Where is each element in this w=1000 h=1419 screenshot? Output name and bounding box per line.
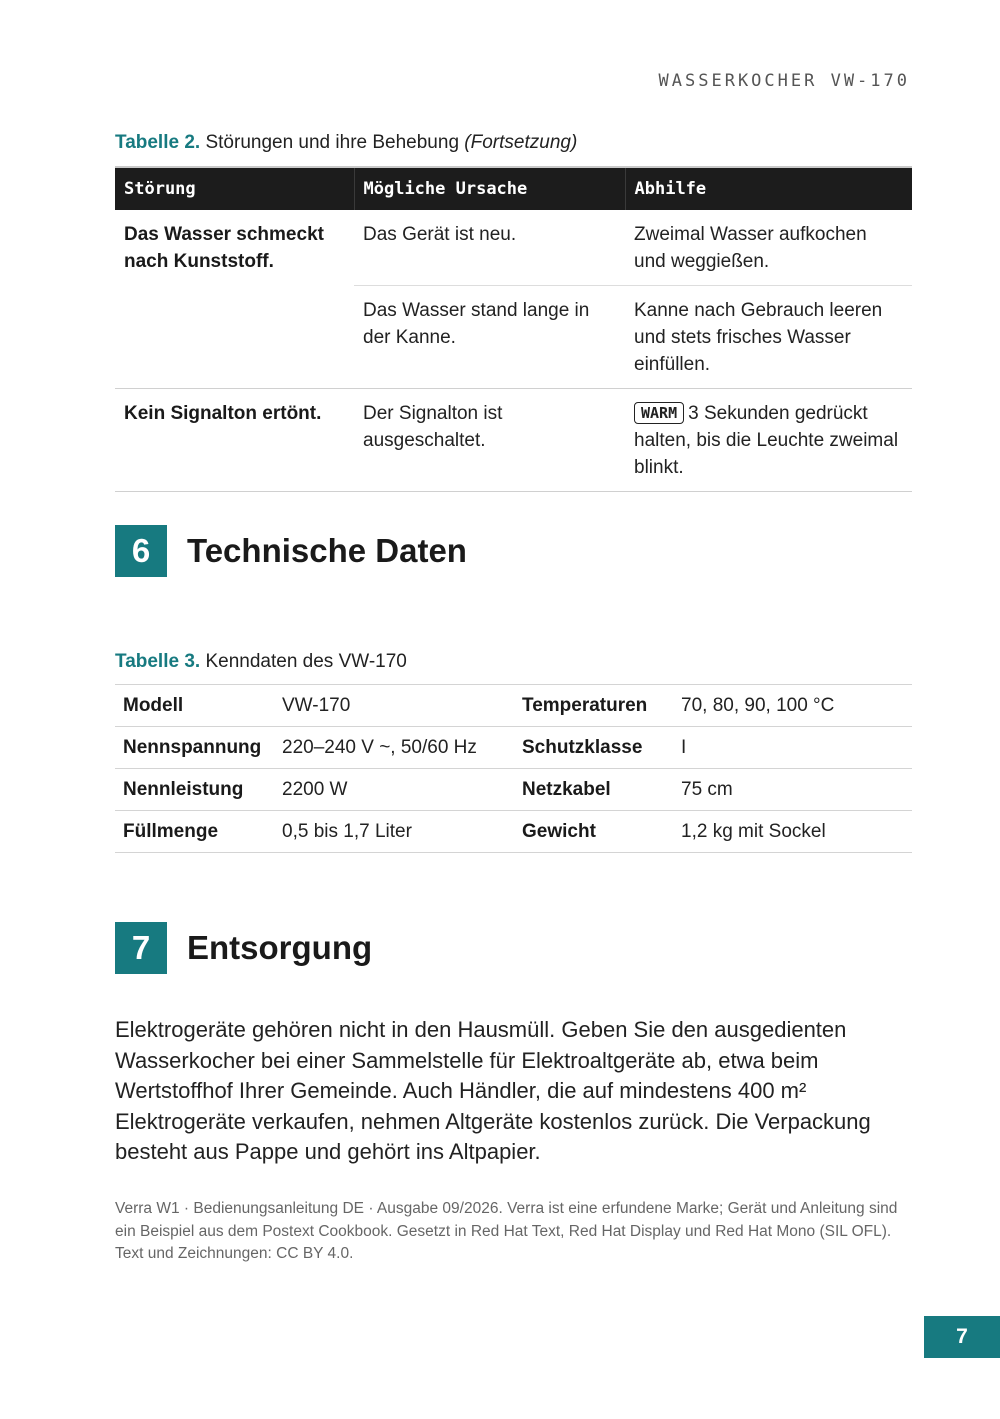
- header-ursache: Mögliche Ursache: [354, 167, 625, 210]
- spec-value: 2200 W: [274, 769, 514, 811]
- disposal-paragraph: Elektrogeräte gehören nicht in den Hausmüll. Geben Sie den ausgedienten Wasserkocher bei einer Sammelstelle für Elektroaltgeräte ab, etwa beim Wertstoffhof Ihrer Gemeinde. Auch Händler, die auf mindestens 400 m² Elektrogeräte verkaufen, nehmen Altgeräte kostenlos zurück. Die Verpackung besteht aus Pappe und gehört ins Altpapier.: [115, 1017, 871, 1164]
- table-3-caption-text: Kenndaten des VW-170: [205, 651, 407, 672]
- spec-value: I: [673, 727, 912, 769]
- table-header-row: [115, 167, 912, 210]
- table-row: [115, 811, 912, 853]
- table-2-caption-text: Störungen und ihre Behebung: [205, 132, 460, 153]
- page-number: 7: [924, 1316, 1000, 1358]
- table-2-caption-label: Tabelle 2.: [115, 132, 201, 153]
- section-number: 7: [115, 922, 167, 974]
- specifications-table: [115, 684, 912, 853]
- section-heading-6: [115, 525, 467, 577]
- spec-value: VW-170: [274, 685, 514, 727]
- spec-value: 1,2 kg mit Sockel: [673, 811, 912, 853]
- spec-key: Nennspannung: [115, 727, 274, 769]
- table-3-caption: [115, 651, 407, 673]
- spec-key: Nennleistung: [115, 769, 274, 811]
- section-title: Technische Daten: [187, 532, 467, 569]
- cause-cell: Das Gerät ist neu.: [354, 210, 625, 286]
- table-row: [115, 685, 912, 727]
- troubleshooting-table: [115, 166, 912, 492]
- spec-key: Füllmenge: [115, 811, 274, 853]
- spec-key: Schutzklasse: [514, 727, 673, 769]
- spec-value: 70, 80, 90, 100 °C: [673, 685, 912, 727]
- table-row: [115, 727, 912, 769]
- remedy-cell: [625, 389, 912, 492]
- spec-key: Temperaturen: [514, 685, 673, 727]
- warm-key-label: WARM: [634, 402, 684, 424]
- section-title: Entsorgung: [187, 929, 373, 966]
- spec-value: 220–240 V ~, 50/60 Hz: [274, 727, 514, 769]
- spec-value: 75 cm: [673, 769, 912, 811]
- spec-key: Gewicht: [514, 811, 673, 853]
- remedy-cell: Zweimal Wasser aufkochen und weggießen.: [625, 210, 912, 286]
- table-row: [115, 769, 912, 811]
- cause-cell: Der Signalton ist ausgeschaltet.: [354, 389, 625, 492]
- table-3-caption-label: Tabelle 3.: [115, 651, 201, 672]
- spec-key: Netzkabel: [514, 769, 673, 811]
- problem-cell: Kein Signalton ertönt.: [115, 389, 354, 492]
- remedy-cell: Kanne nach Gebrauch leeren und stets frisches Wasser einfüllen.: [625, 286, 912, 389]
- table-2-caption-note: (Fortsetzung): [464, 132, 578, 153]
- colophon-note: Verra W1 · Bedienungsanleitung DE · Ausgabe 09/2026. Verra ist eine erfundene Marke; Gerät und Anleitung sind ein Beispiel aus dem Postext Cookbook. Gesetzt in Red Hat Text, Red Hat Display und Red Hat Mono (SIL OFL). Text und Zeichnungen: CC BY 4.0.: [115, 1200, 898, 1262]
- section-number: 6: [115, 525, 167, 577]
- problem-cell: Das Wasser schmeckt nach Kunststoff.: [115, 210, 354, 389]
- running-head: WASSERKOCHER VW-170: [658, 71, 910, 91]
- cause-cell: Das Wasser stand lange in der Kanne.: [354, 286, 625, 389]
- remedy-text: 3 Sekunden gedrückt halten, bis die Leuchte zweimal blinkt.: [634, 403, 899, 478]
- table-2-caption: [115, 132, 577, 154]
- header-abhilfe: Abhilfe: [625, 167, 912, 210]
- table-row: [115, 210, 912, 286]
- spec-key: Modell: [115, 685, 274, 727]
- header-stoerung: Störung: [115, 167, 354, 210]
- section-heading-7: [115, 922, 372, 974]
- spec-value: 0,5 bis 1,7 Liter: [274, 811, 514, 853]
- table-row: [115, 389, 912, 492]
